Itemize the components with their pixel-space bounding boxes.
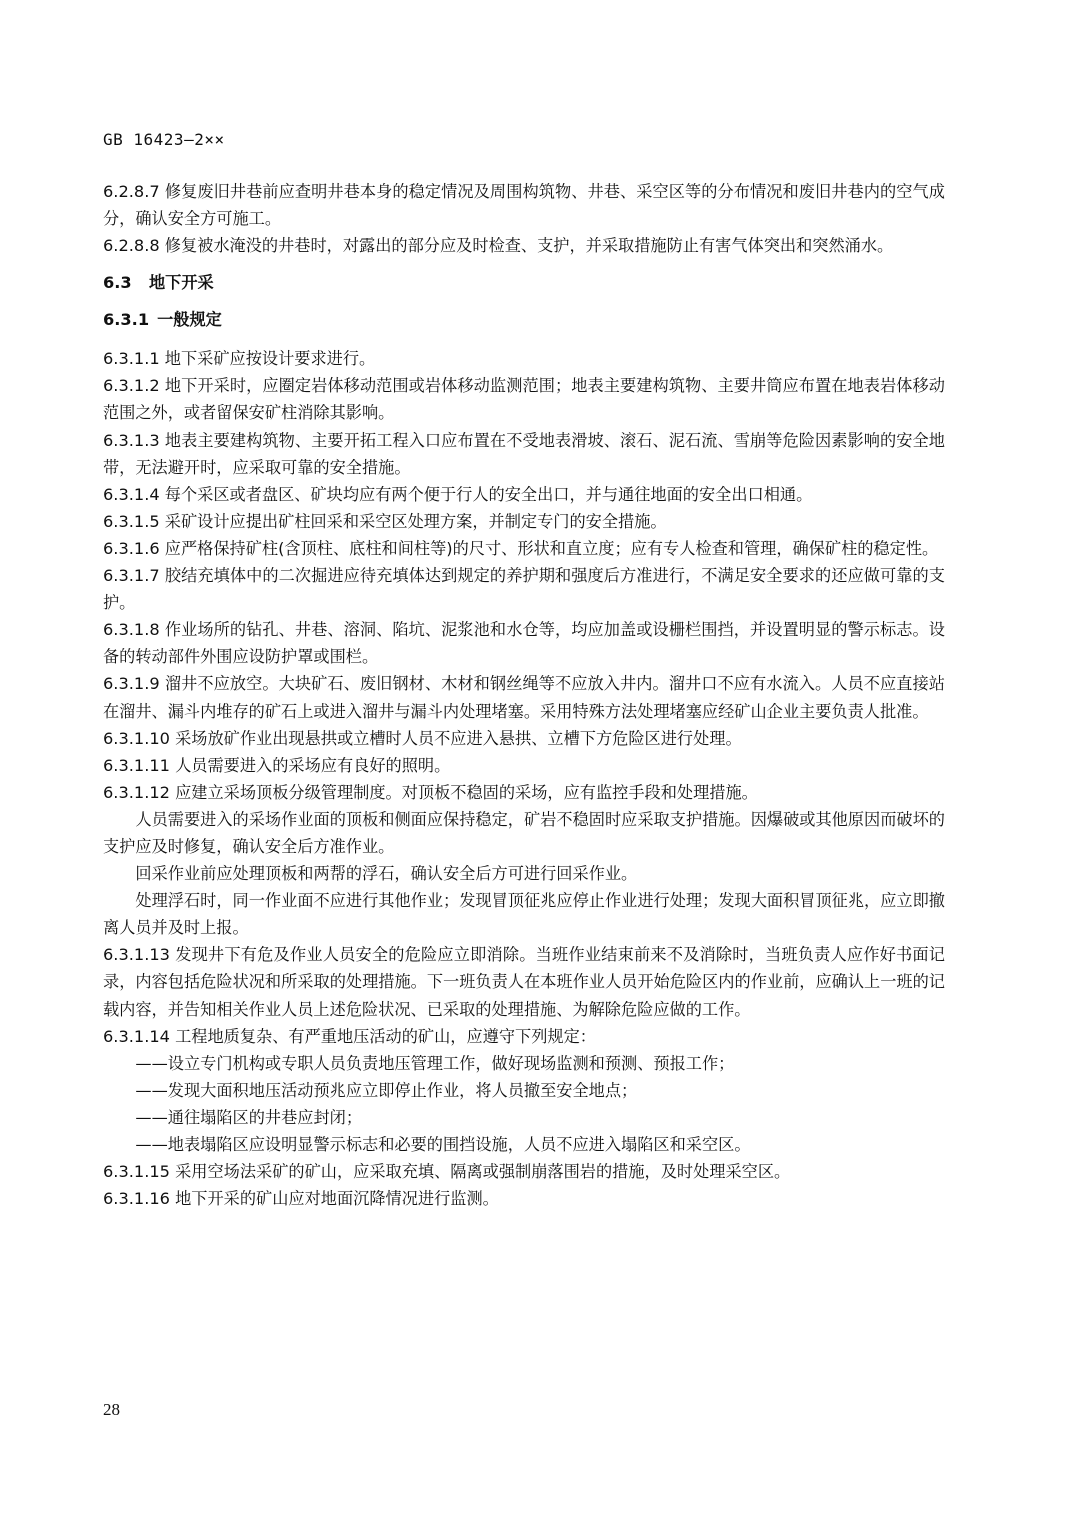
clause-6-2-8-8: 6.2.8.8 修复被水淹没的井巷时，对露出的部分应及时检查、支护，并采取措施防止有害气体突出和突然涌水。 bbox=[103, 236, 894, 256]
clause-6-3-1-1: 6.3.1.1 地下采矿应按设计要求进行。 bbox=[103, 349, 376, 369]
section-title: 地下开采 bbox=[149, 273, 214, 293]
clause-6-3-1-3: 6.3.1.3 地表主要建构筑物、主要开拓工程入口应布置在不受地表滑坡、滚石、泥石流、雪崩等危险因素影响的安全地带，无法避开时，应采取可靠的安全措施。 bbox=[103, 430, 945, 477]
clause-14-list-item: ——通往塌陷区的井巷应封闭； bbox=[135, 1107, 363, 1127]
clause-6-3-1-8: 6.3.1.8 作业场所的钻孔、井巷、溶洞、陷坑、泥浆池和水仓等，均应加盖或设栅栏围挡，并设置明显的警示标志。设备的转动部件外围应设防护罩或围栏。 bbox=[103, 620, 945, 667]
clause-6-3-1-15: 6.3.1.15 采用空场法采矿的矿山，应采取充填、隔离或强制崩落围岩的措施，及时处理采空区。 bbox=[103, 1162, 791, 1182]
subsection-title: 一般规定 bbox=[157, 310, 222, 330]
section-heading bbox=[103, 269, 945, 296]
clause-6-3-1-7: 6.3.1.7 胶结充填体中的二次掘进应待充填体达到规定的养护期和强度后方准进行，不满足安全要求的还应做可靠的支护。 bbox=[103, 566, 945, 613]
clause-6-3-1-14: 6.3.1.14 工程地质复杂、有严重地压活动的矿山，应遵守下列规定： bbox=[103, 1026, 596, 1046]
clause-6-3-1-5: 6.3.1.5 采矿设计应提出矿柱回采和采空区处理方案，并制定专门的安全措施。 bbox=[103, 511, 667, 531]
document-body bbox=[103, 178, 945, 1212]
clause-6-3-1-11: 6.3.1.11 人员需要进入的采场应有良好的照明。 bbox=[103, 755, 451, 775]
clause-14-list-item: ——设立专门机构或专职人员负责地压管理工作，做好现场监测和预测、预报工作； bbox=[135, 1053, 735, 1073]
page-number: 28 bbox=[103, 1400, 120, 1419]
clause-6-3-1-2: 6.3.1.2 地下开采时，应圈定岩体移动范围或岩体移动监测范围；地表主要建构筑物、主要井筒应布置在地表岩体移动范围之外，或者留保安矿柱消除其影响。 bbox=[103, 376, 945, 423]
clause-6-2-8-7: 6.2.8.7 修复废旧井巷前应查明井巷本身的稳定情况及周围构筑物、井巷、采空区等的分布情况和废旧井巷内的空气成分，确认安全方可施工。 bbox=[103, 182, 945, 229]
standard-code-header: GB 16423—2×× bbox=[103, 130, 225, 149]
subsection-number: 6.3.1 bbox=[103, 310, 150, 330]
clause-12-paragraph: 回采作业前应处理顶板和两帮的浮石，确认安全后方可进行回采作业。 bbox=[135, 864, 638, 884]
clause-6-3-1-4: 6.3.1.4 每个采区或者盘区、矿块均应有两个便于行人的安全出口，并与通往地面的安全出口相通。 bbox=[103, 484, 813, 504]
clause-6-3-1-12: 6.3.1.12 应建立采场顶板分级管理制度。对顶板不稳固的采场，应有监控手段和处理措施。 bbox=[103, 782, 758, 802]
clause-12-paragraph: 人员需要进入的采场作业面的顶板和侧面应保持稳定，矿岩不稳固时应采取支护措施。因爆破或其他原因而破坏的支护应及时修复，确认安全后方准作业。 bbox=[103, 809, 945, 856]
subsection-heading bbox=[103, 306, 945, 333]
clause-6-3-1-16: 6.3.1.16 地下开采的矿山应对地面沉降情况进行监测。 bbox=[103, 1189, 499, 1209]
clause-6-3-1-9: 6.3.1.9 溜井不应放空。大块矿石、废旧钢材、木材和钢丝绳等不应放入井内。溜井口不应有水流入。人员不应直接站在溜井、漏斗内堆存的矿石上或进入溜井与漏斗内处理堵塞。采用特殊方法处理堵塞应经矿山企业主要负责人批准。 bbox=[103, 674, 945, 721]
clause-6-3-1-10: 6.3.1.10 采场放矿作业出现悬拱或立槽时人员不应进入悬拱、立槽下方危险区进行处理。 bbox=[103, 728, 742, 748]
clause-12-paragraph: 处理浮石时，同一作业面不应进行其他作业；发现冒顶征兆应停止作业进行处理；发现大面积冒顶征兆，应立即撤离人员并及时上报。 bbox=[103, 891, 945, 938]
clause-14-list-item: ——发现大面积地压活动预兆应立即停止作业，将人员撤至安全地点； bbox=[135, 1080, 638, 1100]
clause-6-3-1-13: 6.3.1.13 发现井下有危及作业人员安全的危险应立即消除。当班作业结束前来不及消除时，当班负责人应作好书面记录，内容包括危险状况和所采取的处理措施。下一班负责人在本班作业人员开始危险区内的作业前，应确认上一班的记载内容，并告知相关作业人员上述危险状况、已采取的处理措施、为解除危险应做的工作。 bbox=[103, 945, 945, 1019]
clause-6-3-1-6: 6.3.1.6 应严格保持矿柱(含顶柱、底柱和间柱等)的尺寸、形状和直立度；应有专人检查和管理，确保矿柱的稳定性。 bbox=[103, 538, 939, 558]
clause-14-list-item: ——地表塌陷区应设明显警示标志和必要的围挡设施，人员不应进入塌陷区和采空区。 bbox=[135, 1135, 751, 1154]
section-number: 6.3 bbox=[103, 273, 132, 293]
